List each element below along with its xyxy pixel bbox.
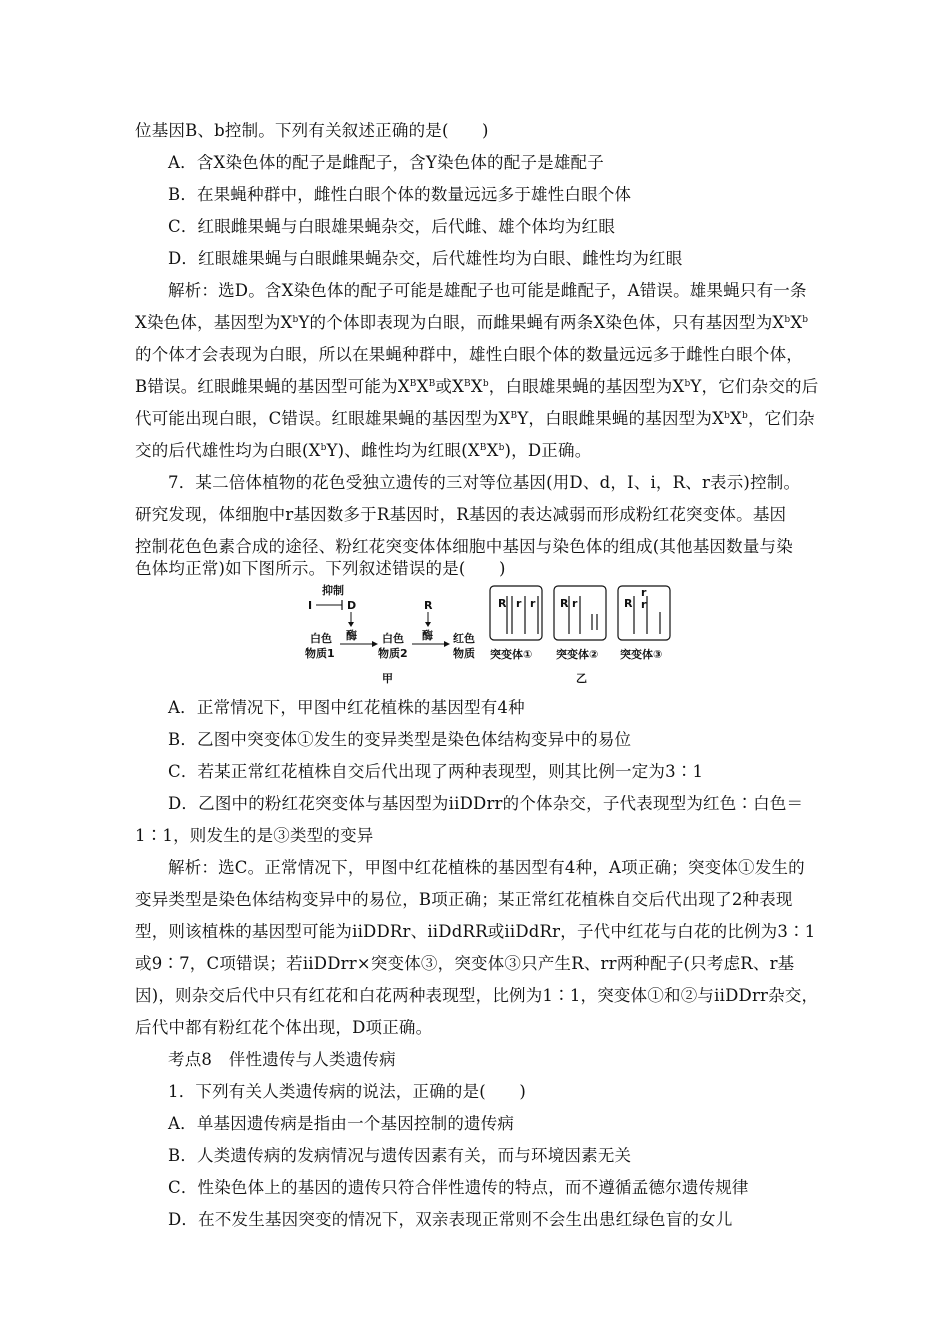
pathway-arrowhead-2 — [444, 641, 450, 647]
t8-q1-option-b: B．人类遗传病的发病情况与遗传因素有关，而与环境因素无关 — [168, 1146, 632, 1165]
mutant2-gene-R: R — [560, 597, 569, 610]
substance1-line2: 物质1 — [305, 647, 335, 660]
q7-analysis-line: 变异类型是染色体结构变异中的易位，B项正确；某正常红花植株自交后代出现了2种表现 — [135, 890, 793, 909]
q6-analysis-line: 代可能出现白眼，C错误。红眼雄果蝇的基因型为$X^BY$，白眼雌果蝇的基因型为$X^bX^b$，它们杂 — [135, 409, 815, 428]
q7-stem-line: 控制花色色素合成的途径、粉红花突变体体细胞中基因与染色体的组成(其他基因数量与染 — [135, 537, 793, 556]
q7-analysis-line: 或9∶7，C项错误；若iiDDrr×突变体③，突变体③只产生R、rr两种配子(只考虑R、r基 — [135, 954, 795, 973]
t8-q1-option-c: C．性染色体上的基因的遗传只符合伴性遗传的特点，而不遵循孟德尔遗传规律 — [168, 1178, 749, 1197]
q7-option-b: B．乙图中突变体①发生的变异类型是染色体结构变异中的易位 — [168, 730, 632, 749]
gene-r-label: R — [424, 599, 433, 612]
t8-q1-option-a: A．单基因遗传病是指由一个基因控制的遗传病 — [168, 1114, 515, 1133]
mutant2-gene-r: r — [572, 597, 578, 610]
q7-analysis-line: 型，则该植株的基因型可能为iiDDRr、iiDdRR或iiDdRr，子代中红花与白花的比例为3∶1 — [135, 922, 816, 941]
enzyme-label: 酶 — [346, 629, 357, 642]
q7-stem-line: 研究发现，体细胞中r基因数多于R基因时，R基因的表达减弱而形成粉红花突变体。基因 — [135, 505, 787, 524]
q6-option-d: D．红眼雄果蝇与白眼雌果蝇杂交，后代雄性均为白眼、雌性均为红眼 — [168, 249, 683, 268]
q7-figure — [300, 582, 680, 686]
q6-stem: 位基因B、b控制。下列有关叙述正确的是( ) — [135, 121, 489, 140]
q7-stem-line: 7．某二倍体植物的花色受独立遗传的三对等位基因(用D、d，I、i，R、r表示)控制。 — [168, 473, 801, 492]
substance2-line2: 物质2 — [378, 647, 408, 660]
q6-analysis-line: 交的后代雄性均为白眼$(X^bY)$、雌性均为红眼$(X^BX^b)$，D正确。 — [135, 441, 592, 460]
mutant2-label: 突变体② — [556, 648, 599, 661]
q6-option-a: A．含X染色体的配子是雌配子，含Y染色体的配子是雄配子 — [168, 153, 604, 172]
q7-analysis-line: 后代中都有粉红花个体出现，D项正确。 — [135, 1018, 433, 1037]
mutant3-label: 突变体③ — [620, 648, 663, 661]
substance3-line2: 物质 — [453, 647, 475, 660]
t8-q1-option-d: D．在不发生基因突变的情况下，双亲表现正常则不会生出患红绿色盲的女儿 — [168, 1210, 733, 1229]
gene-i-label: I — [308, 599, 313, 612]
q7-option-d-cont: 1∶1，则发生的是③类型的变异 — [135, 826, 374, 845]
figure-yi-label: 乙 — [576, 672, 587, 685]
q7-analysis-line: 解析：选C。正常情况下，甲图中红花植株的基因型有4种，A项正确；突变体①发生的 — [168, 858, 805, 877]
r-arrow-head — [425, 622, 431, 627]
substance3-line1: 红色 — [453, 632, 475, 645]
topic8-heading: 考点8 伴性遗传与人类遗传病 — [168, 1050, 396, 1069]
q7-option-c: C．若某正常红花植株自交后代出现了两种表现型，则其比例一定为3∶1 — [168, 762, 704, 781]
q6-option-b: B．在果蝇种群中，雌性白眼个体的数量远远多于雄性白眼个体 — [168, 185, 632, 204]
mutant1-box — [490, 586, 542, 640]
inhibit-label: 抑制 — [322, 584, 344, 597]
substance2-line1: 白色 — [382, 632, 404, 645]
q6-option-c: C．红眼雌果蝇与白眼雄果蝇杂交，后代雌、雄个体均为红眼 — [168, 217, 616, 236]
q6-analysis-line: B错误。红眼雌果蝇的基因型可能为$X^BX^B$或$X^BX^b$，白眼雄果蝇的基因型为$X^bY$，它们杂交的后 — [135, 377, 819, 396]
q7-analysis-line: 因)，则杂交后代中只有红花和白花两种表现型，比例为1∶1，突变体①和②与iiDDrr杂交， — [135, 986, 819, 1005]
mutant1-gene-R: R — [498, 597, 507, 610]
mutant1-gene-r: r — [516, 597, 522, 610]
t8-q1-stem: 1．下列有关人类遗传病的说法，正确的是( ) — [168, 1082, 526, 1101]
substance1-line1: 白色 — [310, 632, 332, 645]
q6-analysis-line: 的个体才会表现为白眼，所以在果蝇种群中，雄性白眼个体的数量远远多于雌性白眼个体， — [135, 345, 803, 364]
mutant3-gene-r: r — [641, 586, 647, 599]
mutant1-label: 突变体① — [490, 648, 533, 661]
d-arrow-head — [348, 622, 354, 627]
mutant3-gene-r: r — [641, 598, 647, 611]
mutant3-gene-R: R — [624, 597, 633, 610]
q7-option-a: A．正常情况下，甲图中红花植株的基因型有4种 — [168, 698, 525, 717]
mutant1-gene-r: r — [530, 597, 536, 610]
q7-option-d: D．乙图中的粉红花突变体与基因型为iiDDrr的个体杂交，子代表现型为红色∶白色＝ — [168, 794, 804, 813]
figure-jia-label: 甲 — [382, 672, 393, 685]
q7-stem-line: 色体均正常)如下图所示。下列叙述错误的是( ) — [135, 559, 506, 578]
q6-analysis-line: X染色体，基因型为$X^bY$的个体即表现为白眼，而雌果蝇有两条X染色体，只有基因型为$X^bX^b$ — [135, 313, 809, 332]
q6-analysis-line: 解析：选D。含X染色体的配子可能是雄配子也可能是雌配子，A错误。雄果蝇只有一条 — [168, 281, 807, 300]
enzyme-label: 酶 — [422, 629, 433, 642]
gene-d-label: D — [347, 599, 357, 612]
